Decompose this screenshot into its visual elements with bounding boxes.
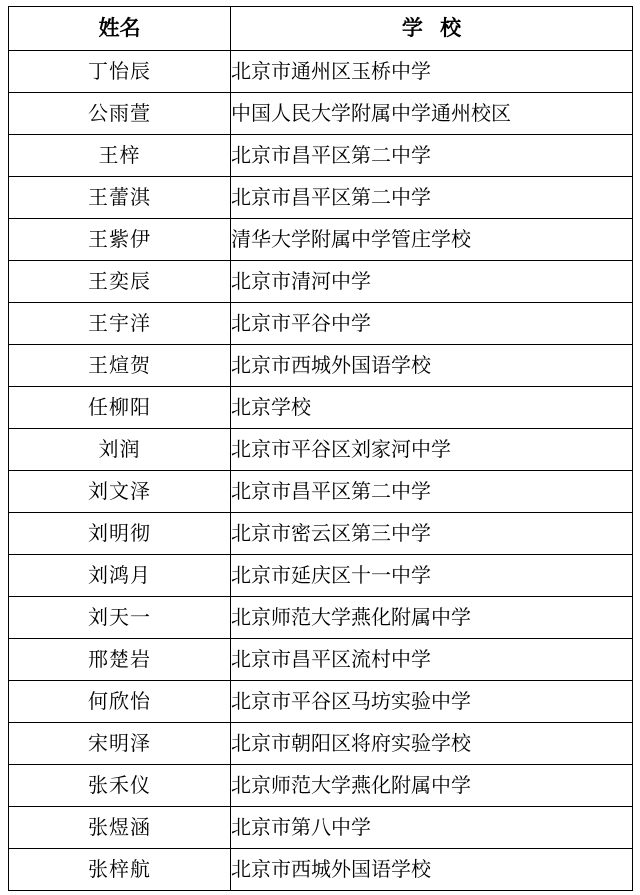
table-row	[9, 681, 633, 723]
student-name-text: 刘明彻	[88, 522, 151, 545]
student-name-text: 王宇洋	[88, 312, 151, 335]
school-name-text: 北京市通州区玉桥中学	[231, 60, 431, 83]
school-name-text: 北京市昌平区流村中学	[231, 648, 431, 671]
table-row	[9, 219, 633, 261]
cell-student-name	[9, 177, 231, 219]
cell-student-name	[9, 387, 231, 429]
cell-school-name	[231, 555, 633, 597]
table-row	[9, 429, 633, 471]
cell-student-name	[9, 849, 231, 891]
column-header-name: 姓名	[9, 7, 231, 51]
student-name-text: 丁怡辰	[88, 60, 151, 83]
cell-school-name	[231, 471, 633, 513]
student-name-text: 张禾仪	[88, 774, 151, 797]
cell-school-name	[231, 765, 633, 807]
cell-student-name	[9, 303, 231, 345]
cell-school-name	[231, 177, 633, 219]
cell-student-name	[9, 723, 231, 765]
student-name-text: 王煊贺	[88, 354, 151, 377]
cell-student-name	[9, 261, 231, 303]
school-name-text: 北京师范大学燕化附属中学	[231, 774, 471, 797]
table-body	[9, 51, 633, 891]
school-name-text: 北京市平谷区马坊实验中学	[231, 690, 471, 713]
school-name-text: 北京市密云区第三中学	[231, 522, 431, 545]
school-name-text: 北京市昌平区第二中学	[231, 480, 431, 503]
cell-school-name	[231, 387, 633, 429]
school-name-text: 北京市第八中学	[231, 816, 371, 839]
cell-student-name	[9, 765, 231, 807]
school-name-text: 北京学校	[231, 396, 311, 419]
student-name-text: 王蕾淇	[88, 186, 151, 209]
student-name-text: 刘天一	[88, 606, 151, 629]
cell-school-name	[231, 513, 633, 555]
table-row	[9, 177, 633, 219]
table-header-row	[9, 7, 633, 51]
student-name-text: 张梓航	[88, 858, 151, 881]
school-name-text: 北京市平谷区刘家河中学	[231, 438, 451, 461]
table-row	[9, 555, 633, 597]
table-row	[9, 303, 633, 345]
cell-student-name	[9, 513, 231, 555]
student-name-text: 邢楚岩	[88, 648, 151, 671]
cell-school-name	[231, 261, 633, 303]
table-row	[9, 807, 633, 849]
student-name-text: 刘鸿月	[88, 564, 151, 587]
cell-student-name	[9, 807, 231, 849]
table-row	[9, 93, 633, 135]
table-row	[9, 723, 633, 765]
school-name-text: 中国人民大学附属中学通州校区	[231, 102, 511, 125]
student-name-text: 何欣怡	[88, 690, 151, 713]
school-name-text: 北京市清河中学	[231, 270, 371, 293]
student-name-text: 宋明泽	[88, 732, 151, 755]
table-row	[9, 765, 633, 807]
student-name-text: 王奕辰	[88, 270, 151, 293]
student-name-text: 王梓	[98, 144, 141, 167]
cell-student-name	[9, 681, 231, 723]
cell-school-name	[231, 303, 633, 345]
cell-student-name	[9, 93, 231, 135]
table-header	[9, 7, 633, 51]
table-row	[9, 387, 633, 429]
cell-school-name	[231, 429, 633, 471]
column-header-school: 学 校	[231, 7, 633, 51]
school-name-text: 北京市平谷中学	[231, 312, 371, 335]
table-row	[9, 597, 633, 639]
school-name-text: 北京师范大学燕化附属中学	[231, 606, 471, 629]
table-row	[9, 639, 633, 681]
student-name-text: 任柳阳	[88, 396, 151, 419]
school-name-text: 北京市昌平区第二中学	[231, 144, 431, 167]
table-row	[9, 471, 633, 513]
school-name-text: 北京市西城外国语学校	[231, 858, 431, 881]
school-name-text: 北京市西城外国语学校	[231, 354, 431, 377]
student-name-text: 公雨萱	[88, 102, 151, 125]
school-name-text: 北京市朝阳区将府实验学校	[231, 732, 471, 755]
table-row	[9, 849, 633, 891]
student-name-text: 刘文泽	[88, 480, 151, 503]
cell-school-name	[231, 807, 633, 849]
cell-student-name	[9, 345, 231, 387]
cell-school-name	[231, 639, 633, 681]
student-name-text: 王紫伊	[88, 228, 151, 251]
cell-school-name	[231, 219, 633, 261]
school-name-text: 清华大学附属中学管庄学校	[231, 228, 471, 251]
cell-student-name	[9, 429, 231, 471]
cell-school-name	[231, 849, 633, 891]
cell-school-name	[231, 681, 633, 723]
cell-school-name	[231, 597, 633, 639]
cell-school-name	[231, 51, 633, 93]
cell-student-name	[9, 51, 231, 93]
student-roster-table	[8, 6, 633, 891]
cell-student-name	[9, 471, 231, 513]
cell-school-name	[231, 93, 633, 135]
cell-school-name	[231, 345, 633, 387]
school-name-text: 北京市延庆区十一中学	[231, 564, 431, 587]
cell-student-name	[9, 219, 231, 261]
school-name-text: 北京市昌平区第二中学	[231, 186, 431, 209]
table-row	[9, 345, 633, 387]
cell-school-name	[231, 135, 633, 177]
cell-student-name	[9, 135, 231, 177]
table-row	[9, 135, 633, 177]
student-name-text: 张煜涵	[88, 816, 151, 839]
table-row	[9, 513, 633, 555]
student-name-text: 刘润	[98, 438, 141, 461]
table-row	[9, 261, 633, 303]
cell-student-name	[9, 555, 231, 597]
cell-student-name	[9, 597, 231, 639]
table-row	[9, 51, 633, 93]
cell-student-name	[9, 639, 231, 681]
cell-school-name	[231, 723, 633, 765]
